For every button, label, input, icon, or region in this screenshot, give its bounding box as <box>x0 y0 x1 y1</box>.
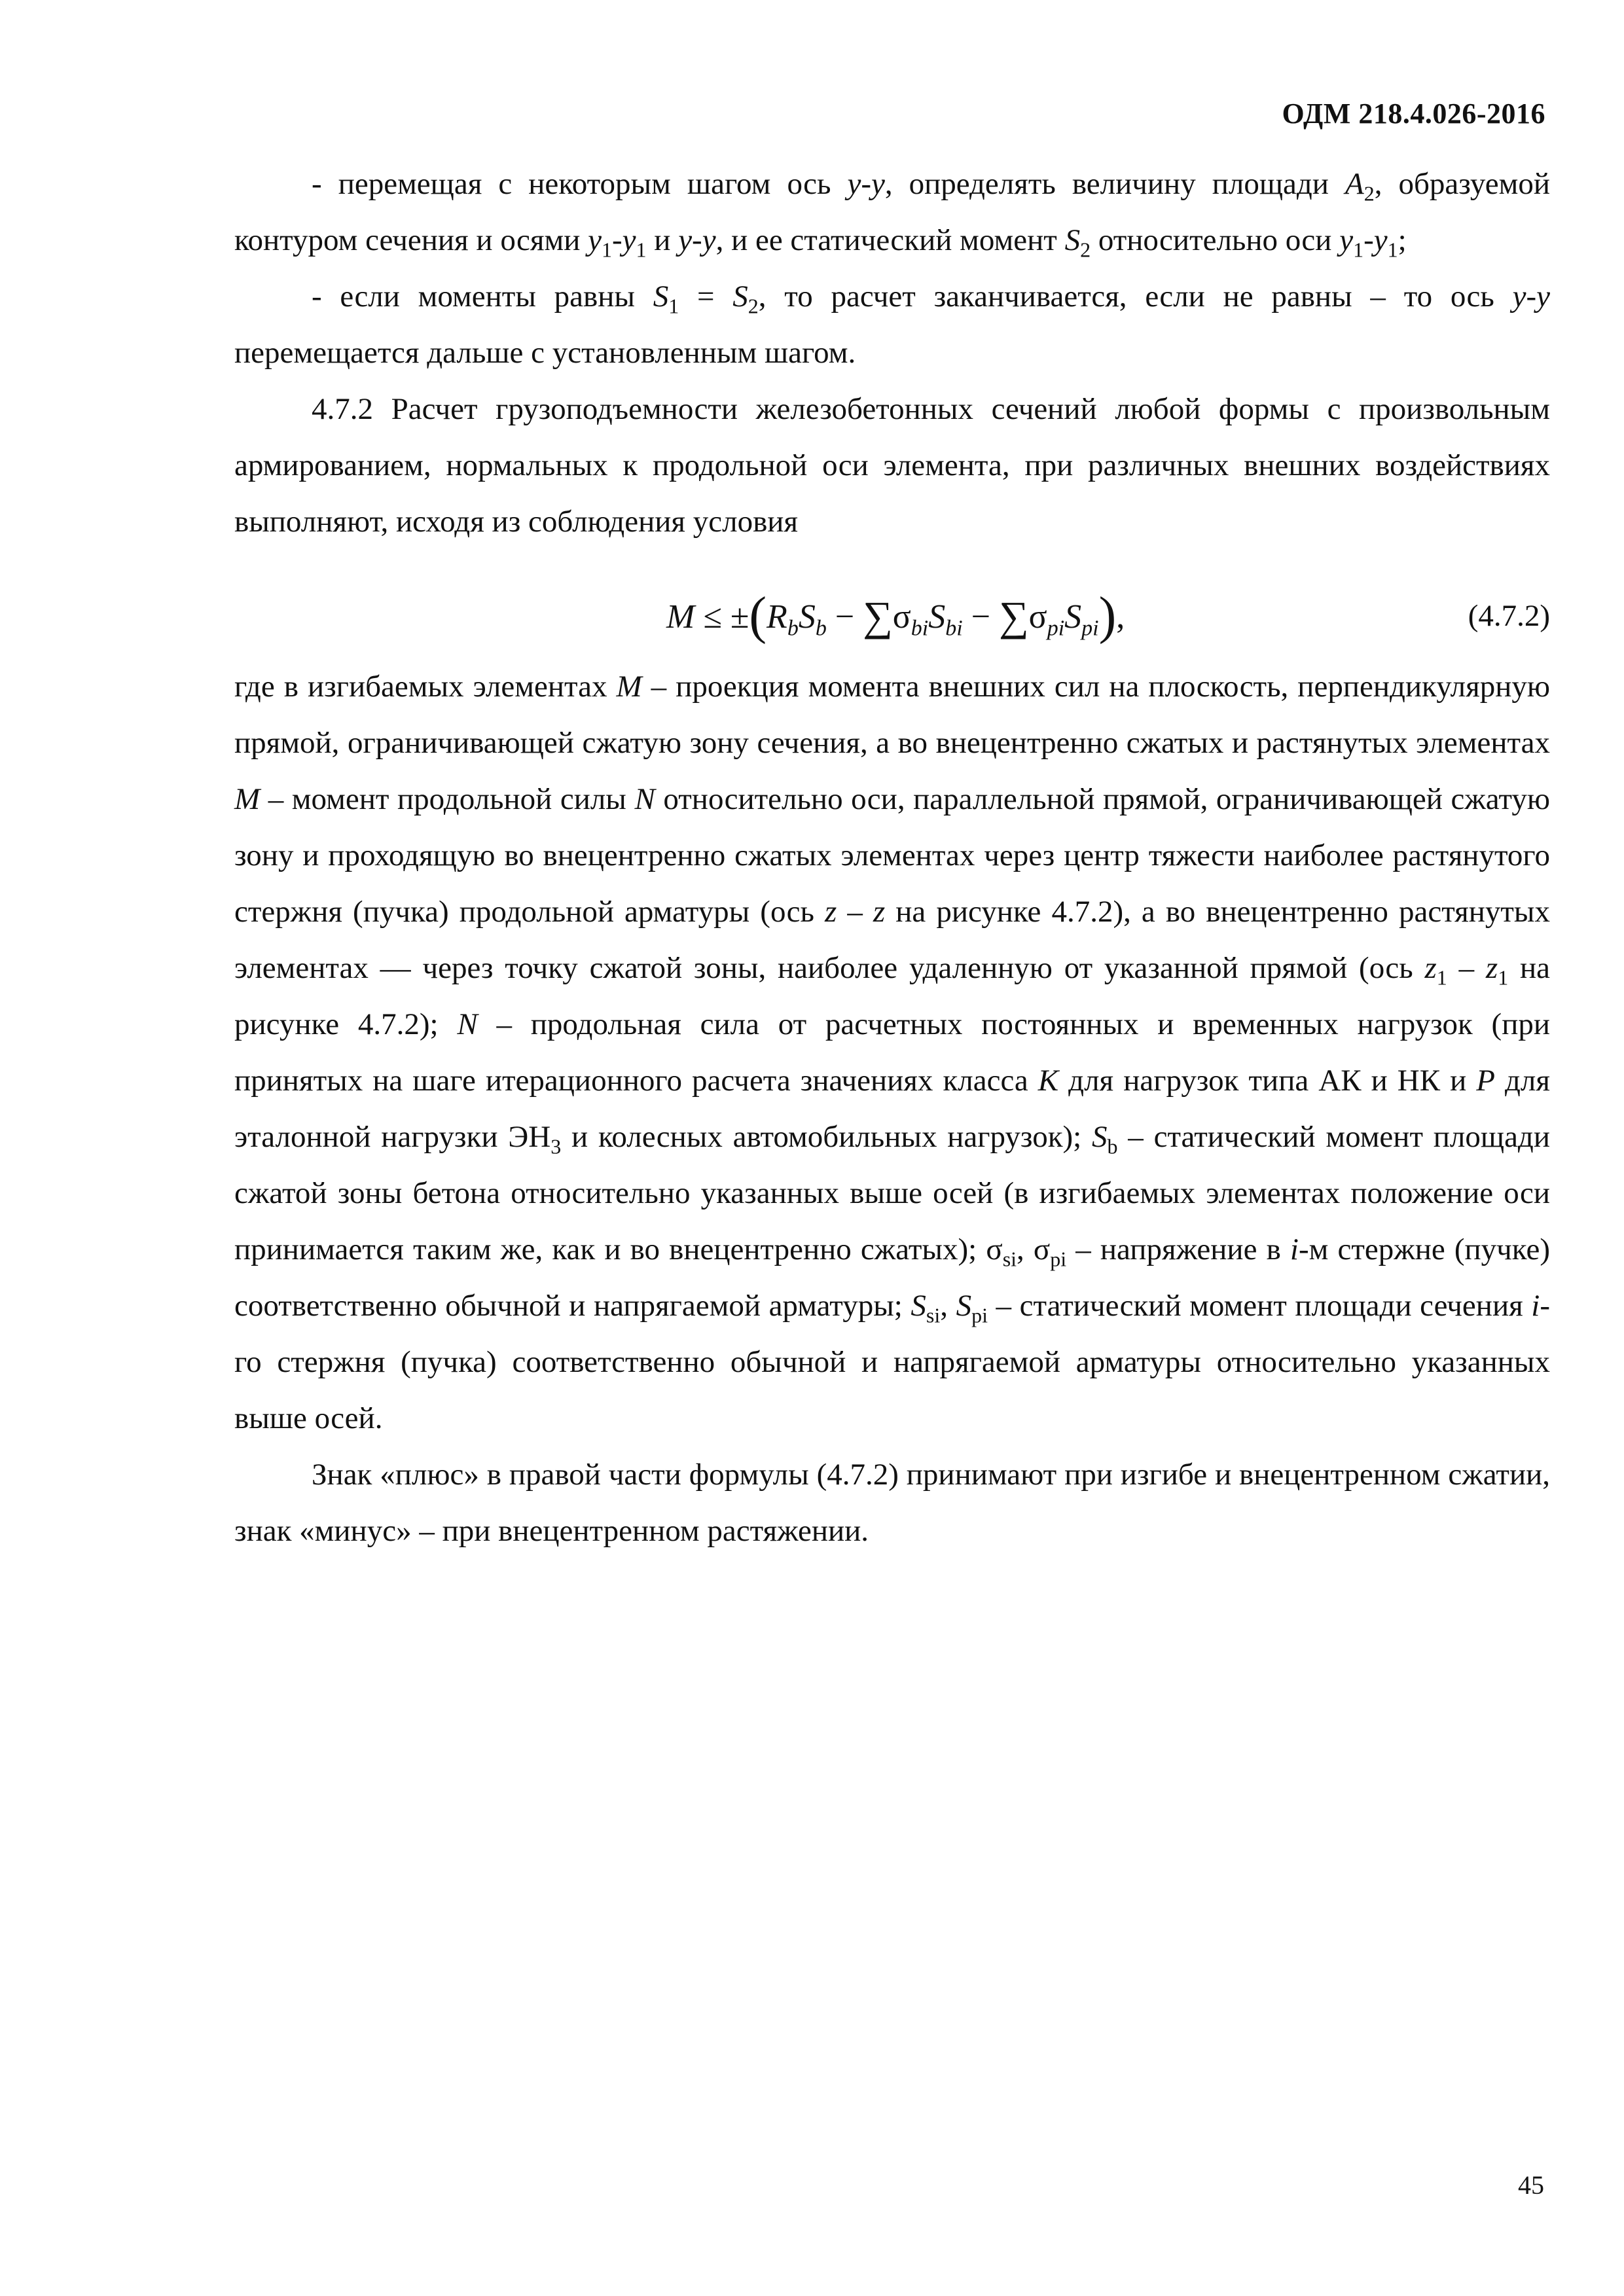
paragraph-4: где в изгибаемых элементах M – проекция момента внешних сил на плоскость, перпендикулярную прямой, ограничивающей сжатую зону сечения, а во внецентренно сжатых и растянутых элементах M – момент продольной силы N относительно оси, параллельной прямой, ограничивающей сжатую зону и проходящую во внецентренно сжатых элементах через центр тяжести наиболее растянутого стержня (пучка) продольной арматуры (ось z – z на рисунке 4.7.2), а во внецентренно растянутых элементах — через точку сжатой зоны, наиболее удаленную от указанной прямой (ось $z_1 - z_1$ на рисунке 4.7.2); N – продольная сила от расчетных постоянных и временных нагрузок (при принятых на шаге итерационного расчета значениях класса K для нагрузок типа АК и НК и P для эталонной нагрузки $ЭН_3$ и колесных автомобильных нагрузок); $S_b$ – статический момент площади сжатой зоны бетона относительно указанных выше осей (в изгибаемых элементах положение оси принимается таким же, как и во внецентренно сжатых); $\sigma_{si}$, $\sigma_{pi}$ – напряжение в i-м стержне (пучке) соответственно обычной и напрягаемой арматуры; $S_{si}$, $S_{pi}$ – статический момент площади сечения i-го стержня (пучка) соответственно обычной и напрягаемой арматуры относительно указанных выше осей. <box>234 670 1551 1435</box>
equation-number: (4.7.2) <box>1468 599 1550 633</box>
equation-4-7-2 <box>234 563 1550 655</box>
paragraph-5: Знак «плюс» в правой части формулы (4.7.2) принимают при изгибе и внецентренном сжатии, знак «минус» – при внецентренном растяжении. <box>234 1458 1550 1548</box>
equation-formula: $M \le \pm(R_bS_b - \sum\sigma_{bi}S_{bi} - \sum\sigma_{pi}S_{pi})$, <box>666 587 1125 645</box>
page-number: 45 <box>1518 2170 1544 2200</box>
document-code-header: ОДМ 218.4.026-2016 <box>1282 98 1545 130</box>
paragraph-1: - перемещая с некоторым шагом ось y-y, определять величину площади $A_2$, образуемой контуром сечения и осями $y_1-y_1$ и y-y, и ее статический момент $S_2$ относительно оси $y_1-y_1$; <box>234 167 1550 262</box>
paragraph-3: 4.7.2 Расчет грузоподъемности железобетонных сечений любой формы с произвольным армированием, нормальных к продольной оси элемента, при различных внешних воздействиях выполняют, исходя из соблюдения условия <box>234 392 1550 539</box>
document-body <box>234 156 1550 1559</box>
paragraph-2: - если моменты равны $S_1 = S_2$, то расчет заканчивается, если не равны – то ось y-y перемещается дальше с установленным шагом. <box>234 279 1550 370</box>
